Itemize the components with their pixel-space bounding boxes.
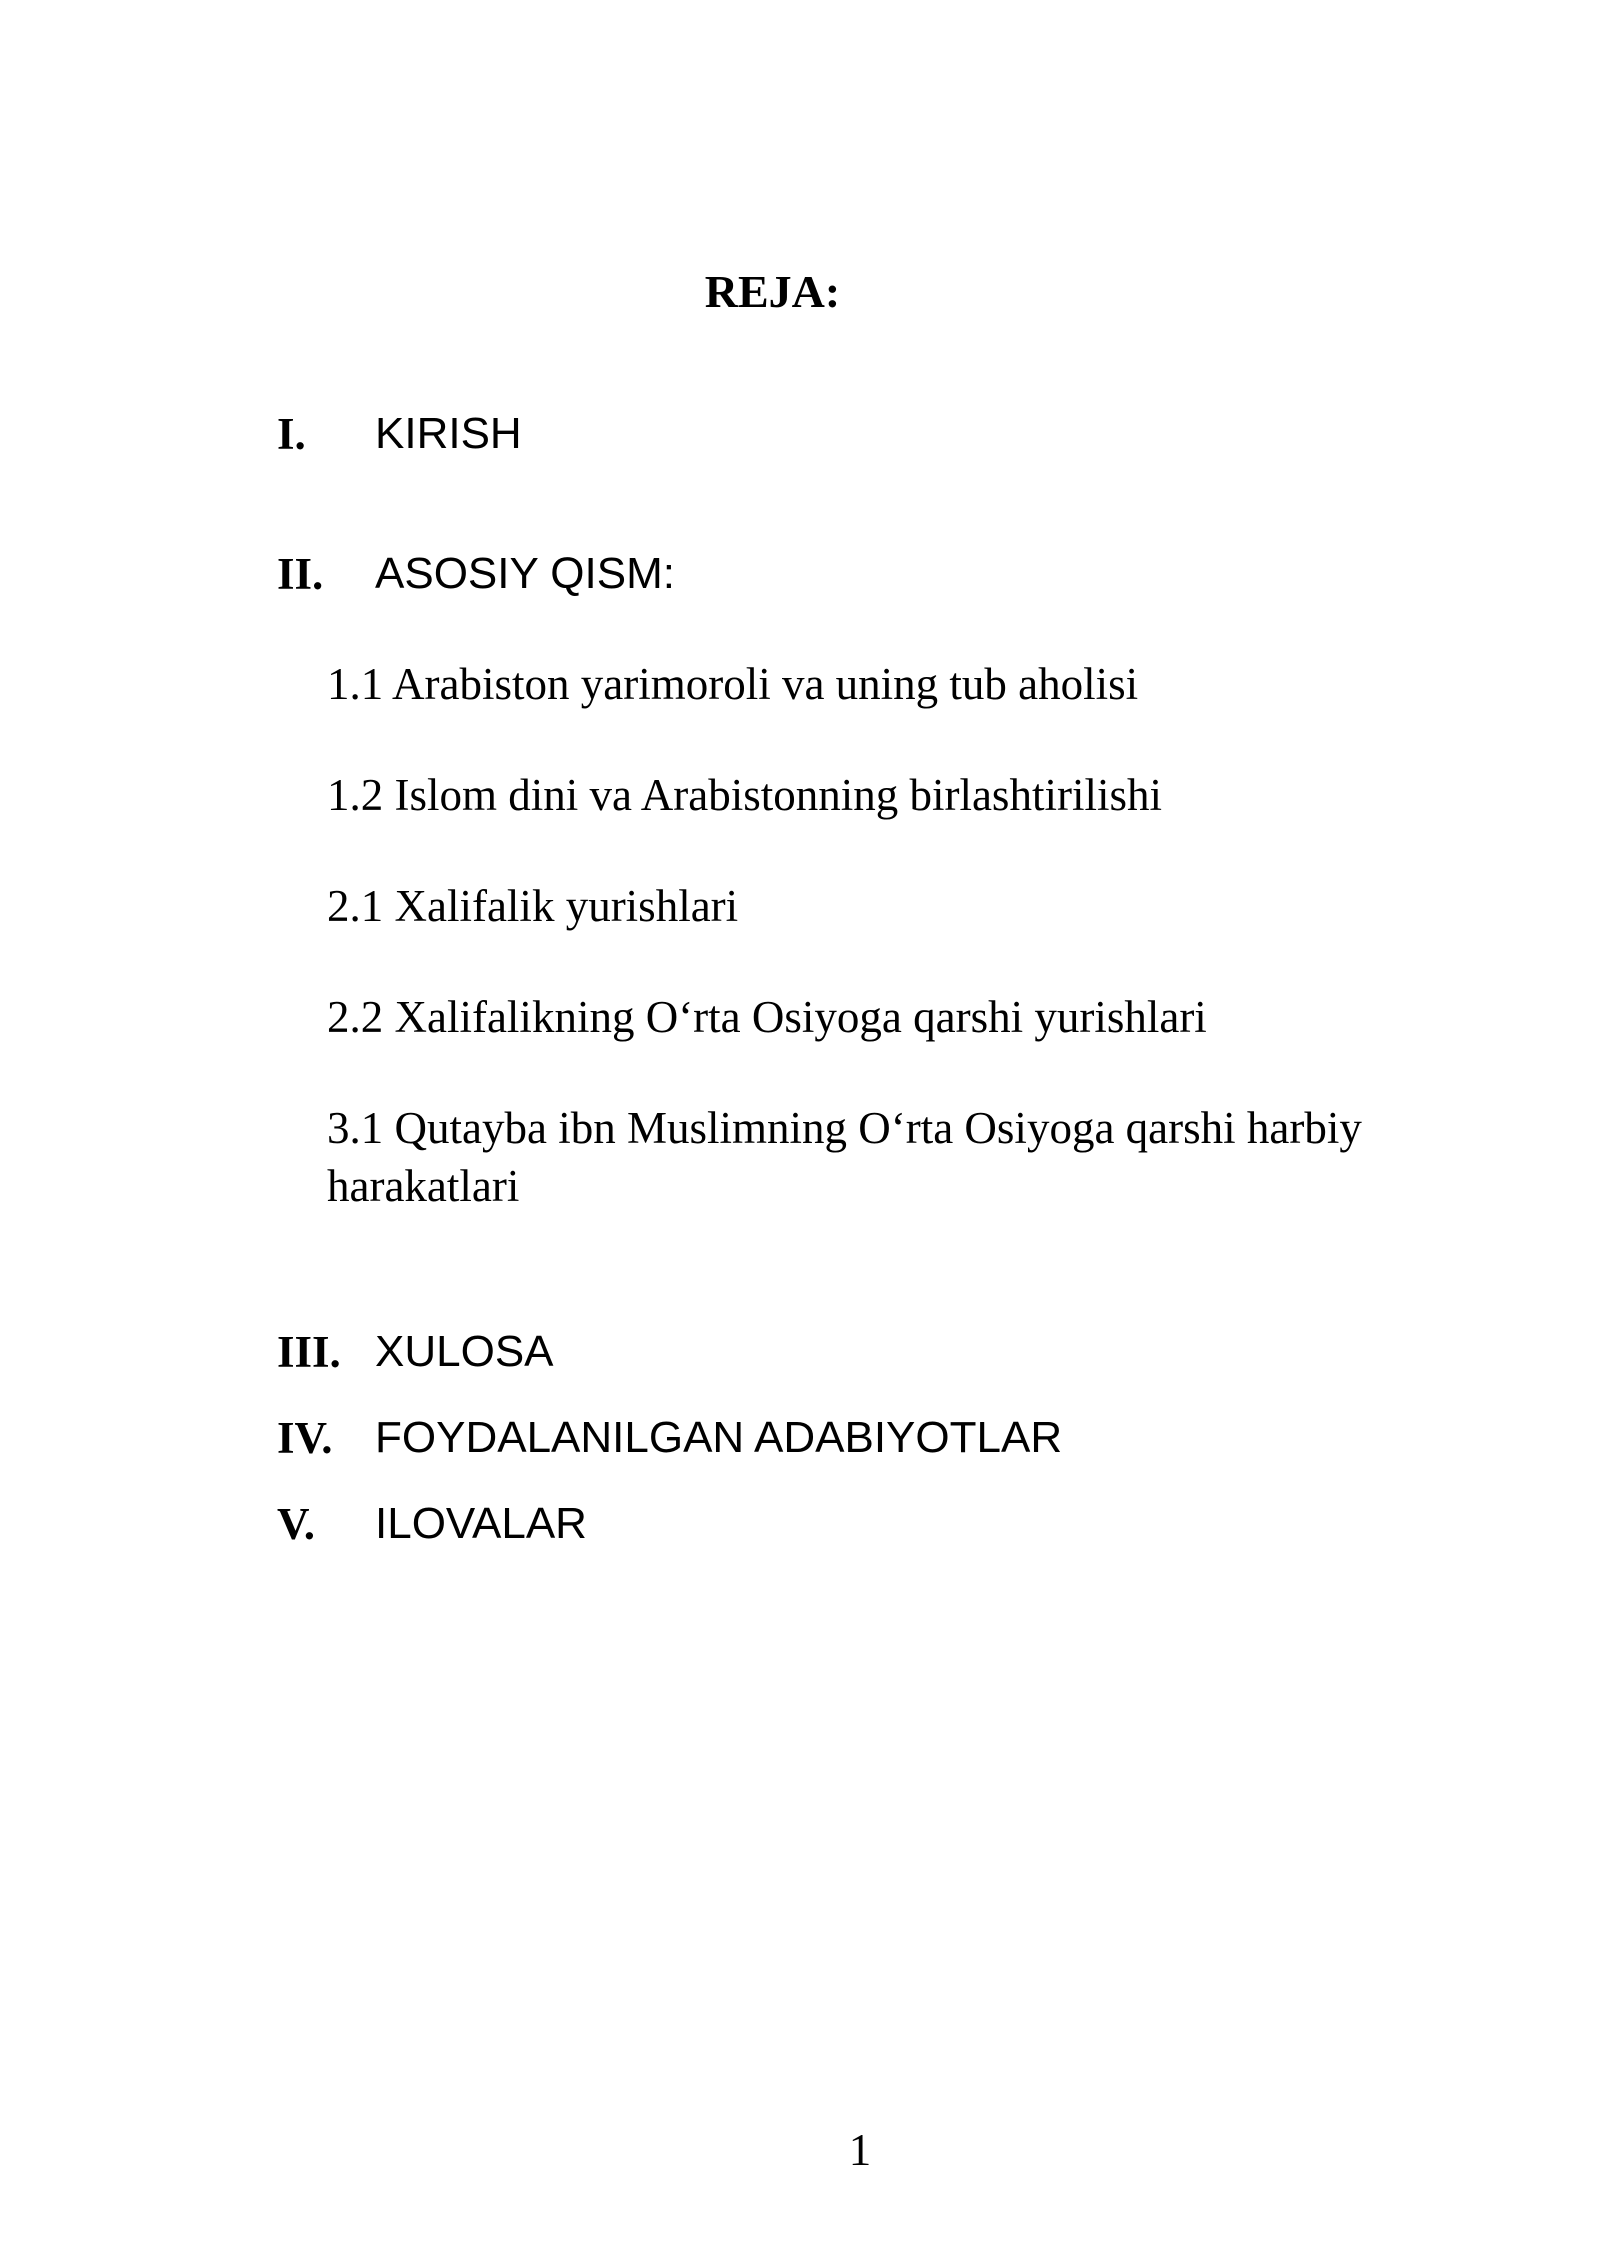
page-number: 1 xyxy=(848,2125,872,2175)
subsection-2-1: 2.1 Xalifalik yurishlari xyxy=(327,881,739,931)
section-numeral: I. xyxy=(277,409,306,459)
section-numeral: IV. xyxy=(277,1413,333,1463)
page-title: REJA: xyxy=(704,266,841,317)
section-label: ASOSIY QISM: xyxy=(375,549,675,598)
section-numeral: V. xyxy=(277,1499,315,1549)
section-label: FOYDALANILGAN ADABIYOTLAR xyxy=(375,1413,1063,1462)
section-label: XULOSA xyxy=(375,1327,554,1376)
subsection-1-2: 1.2 Islom dini va Arabistonning birlashtirilishi xyxy=(327,770,1162,820)
section-numeral: II. xyxy=(277,549,324,599)
subsection-3-1: 3.1 Qutayba ibn Muslimning O‘rta Osiyoga qarshi harbiy harakatlari xyxy=(327,1103,1362,1211)
subsection-2-2: 2.2 Xalifalikning O‘rta Osiyoga qarshi yurishlari xyxy=(327,992,1207,1042)
section-label: KIRISH xyxy=(375,409,522,458)
subsection-1-1: 1.1 Arabiston yarimoroli va uning tub aholisi xyxy=(327,659,1139,709)
section-label: ILOVALAR xyxy=(375,1499,587,1548)
section-numeral: III. xyxy=(277,1327,341,1377)
